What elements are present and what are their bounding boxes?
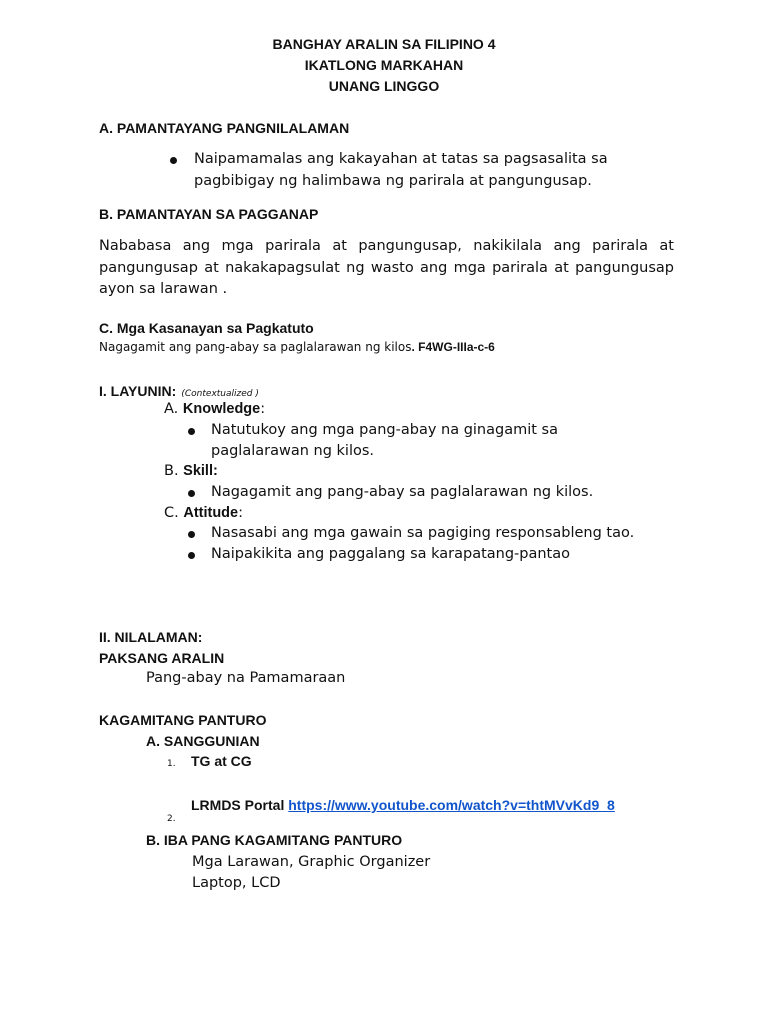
knowledge-bullet-line2: paglalarawan ng kilos. xyxy=(211,443,375,459)
attitude-bullet-2: Naipakikita ang paggalang sa karapatang-pantao xyxy=(211,546,571,562)
lrmds-link[interactable]: https://www.youtube.com/watch?v=thtMVvKd9_8 xyxy=(288,797,615,813)
attitude-colon: : xyxy=(238,505,243,521)
section-c-heading-text: C. Mga Kasanayan sa Pagkatuto xyxy=(99,320,314,336)
kagamitan-heading: KAGAMITANG PANTURO xyxy=(99,712,267,728)
item1-number: 1. xyxy=(167,759,176,769)
knowledge-label: Knowledge xyxy=(182,401,261,417)
iba-pang-kagamitan-heading: B. IBA PANG KAGAMITANG PANTURO xyxy=(146,832,403,848)
skill-bullet: Nagagamit ang pang-abay sa paglalarawan ng kilos. xyxy=(211,484,594,500)
paksa-heading: PAKSANG ARALIN xyxy=(99,650,225,666)
item1-text: TG at CG xyxy=(191,753,252,769)
section-a-bullet-line1: Naipamamalas ang kakayahan at tatas sa pagsasalita sa xyxy=(194,151,608,167)
bullet-icon xyxy=(188,428,195,435)
bullet-icon xyxy=(188,531,195,538)
layunin-heading-row xyxy=(99,381,259,400)
attitude-label: Attitude xyxy=(183,505,239,521)
lrmds-row xyxy=(191,795,615,814)
knowledge-colon: : xyxy=(260,401,266,417)
section-a-heading: A. PAMANTAYANG PANGNILALAMAN xyxy=(99,120,350,136)
section-a-bullet-line2: pagbibigay ng halimbawa ng parirala at pangungusap. xyxy=(194,173,592,189)
paksa-value: Pang-abay na Pamamaraan xyxy=(146,670,346,686)
materials-line1: Mga Larawan, Graphic Organizer xyxy=(192,854,431,870)
section-b-paragraph: Nababasa ang mga parirala at pangungusap, nakikilala ang parirala at pangungusap at nakakapagsulat ng wasto ang mga parirala at pangungusap ayon sa larawan . xyxy=(99,238,674,297)
section-b-heading: B. PAMANTAYAN SA PAGGANAP xyxy=(99,206,319,222)
attitude-bullet-1: Nasasabi ang mga gawain sa pagiging responsableng tao. xyxy=(211,525,635,541)
knowledge-letter: A. xyxy=(164,401,179,417)
knowledge-row xyxy=(164,401,265,417)
section-c-heading xyxy=(99,320,314,336)
nilalaman-heading: II. NILALAMAN: xyxy=(99,629,203,645)
document-title-line2: IKATLONG MARKAHAN xyxy=(304,57,464,73)
attitude-row xyxy=(164,505,243,521)
section-c-text: Nagagamit ang pang-abay sa paglalarawan ng kilos xyxy=(99,340,412,354)
skill-row xyxy=(164,463,218,479)
materials-line2: Laptop, LCD xyxy=(192,875,281,891)
bullet-icon xyxy=(170,157,177,164)
document-title-line1: BANGHAY ARALIN SA FILIPINO 4 xyxy=(272,36,496,52)
bullet-icon xyxy=(188,490,195,497)
sanggunian-heading: A. SANGGUNIAN xyxy=(146,733,260,749)
lrmds-label: LRMDS Portal xyxy=(191,797,289,813)
layunin-heading: I. LAYUNIN: xyxy=(99,383,177,399)
knowledge-bullet-line1: Natutukoy ang mga pang-abay na ginagamit sa xyxy=(211,422,558,438)
document-title-line3: UNANG LINGGO xyxy=(328,78,440,94)
attitude-letter: C. xyxy=(164,505,179,521)
skill-label: Skill: xyxy=(183,463,218,479)
skill-letter: B. xyxy=(164,463,179,479)
section-c-competency xyxy=(99,340,495,354)
bullet-icon xyxy=(188,552,195,559)
item2-number: 2. xyxy=(167,814,176,824)
section-c-code: . F4WG-IIIa-c-6 xyxy=(411,340,495,354)
layunin-note: (Contextualized ) xyxy=(181,389,259,399)
